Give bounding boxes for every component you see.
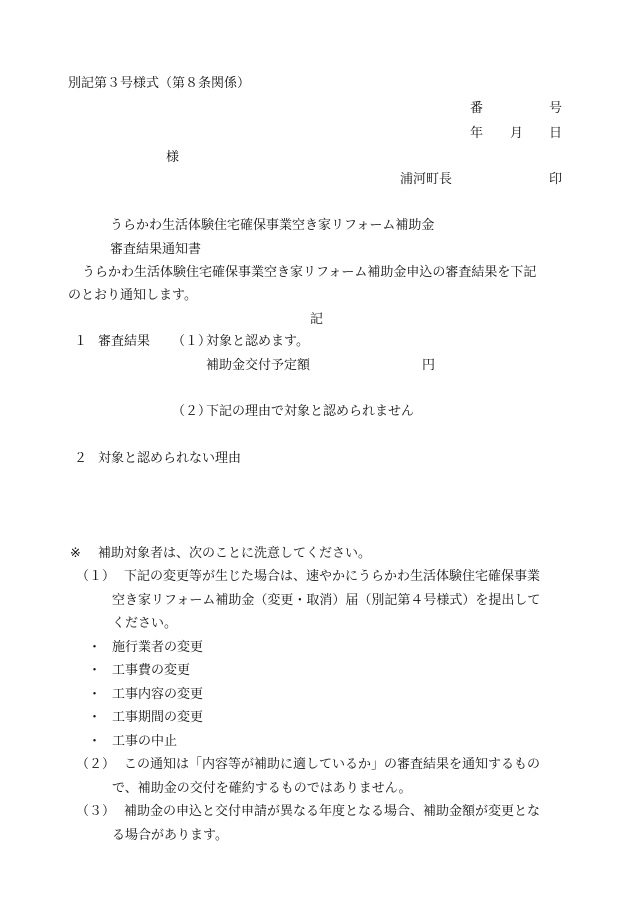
bullet-mark: ・ <box>88 663 102 678</box>
number-left: 番 <box>470 101 484 116</box>
section1-label: 審査結果 <box>98 334 151 349</box>
ki-heading: 記 <box>310 312 324 327</box>
option1-text: 対象と認めます。 <box>206 334 309 349</box>
document-title-line1: うらかわ生活体験住宅確保事業空き家リフォーム補助金 <box>110 218 435 233</box>
bullet-item: 工事の中止 <box>112 734 178 749</box>
amount-label: 補助金交付予定額 <box>206 358 311 373</box>
date-day: 日 <box>549 126 563 141</box>
section2-label: 対象と認められない理由 <box>98 451 242 466</box>
addressee-suffix: 様 <box>166 150 180 165</box>
section1-number: １ <box>74 334 88 349</box>
document-title-line2: 審査結果通知書 <box>110 242 202 257</box>
bullet-item: 施行業者の変更 <box>112 640 204 655</box>
note1-line2: 空き家リフォーム補助金（変更・取消）届（別記第４号様式）を提出して <box>112 593 541 608</box>
amount-unit: 円 <box>422 358 436 373</box>
bullet-item: 工事内容の変更 <box>112 687 204 702</box>
note2-number: （２） <box>76 757 116 772</box>
issuer-name: 浦河町長 <box>400 172 453 187</box>
number-right: 号 <box>549 101 563 116</box>
notes-heading: 補助対象者は、次のことに洗意してください。 <box>98 546 372 561</box>
bullet-item: 工事期間の変更 <box>112 710 204 725</box>
note3-line2: る場合があります。 <box>112 828 228 843</box>
form-label: 別記第３号様式（第８条関係） <box>68 76 251 91</box>
note1-line1: 下記の変更等が生じた場合は、速やかにうらかわ生活体験住宅確保事業 <box>124 569 541 584</box>
note3-number: （３） <box>76 804 116 819</box>
bullet-mark: ・ <box>88 734 102 749</box>
bullet-mark: ・ <box>88 710 102 725</box>
note1-line3: ください。 <box>112 616 178 631</box>
seal-mark: 印 <box>549 172 563 187</box>
option2-text: 下記の理由で対象と認められません <box>206 404 415 419</box>
note3-line1: 補助金の申込と交付申請が異なる年度となる場合、補助金額が変更とな <box>124 804 541 819</box>
note2-line1: この通知は「内容等が補助に適しているか」の審査結果を通知するもの <box>124 757 541 772</box>
intro-line1: うらかわ生活体験住宅確保事業空き家リフォーム補助金申込の審査結果を下記 <box>82 265 537 280</box>
intro-line2: のとおり通知します。 <box>68 288 197 303</box>
note-mark: ※ <box>70 546 81 561</box>
bullet-item: 工事費の変更 <box>112 663 191 678</box>
date-month: 月 <box>510 126 524 141</box>
note1-number: （１） <box>76 569 116 584</box>
bullet-mark: ・ <box>88 687 102 702</box>
option1-number: （１） <box>172 334 212 349</box>
section2-number: ２ <box>74 451 88 466</box>
bullet-mark: ・ <box>88 640 102 655</box>
note2-line2: で、補助金の交付を確約するものではありません。 <box>112 781 412 796</box>
option2-number: （２） <box>172 404 212 419</box>
date-year: 年 <box>470 126 484 141</box>
